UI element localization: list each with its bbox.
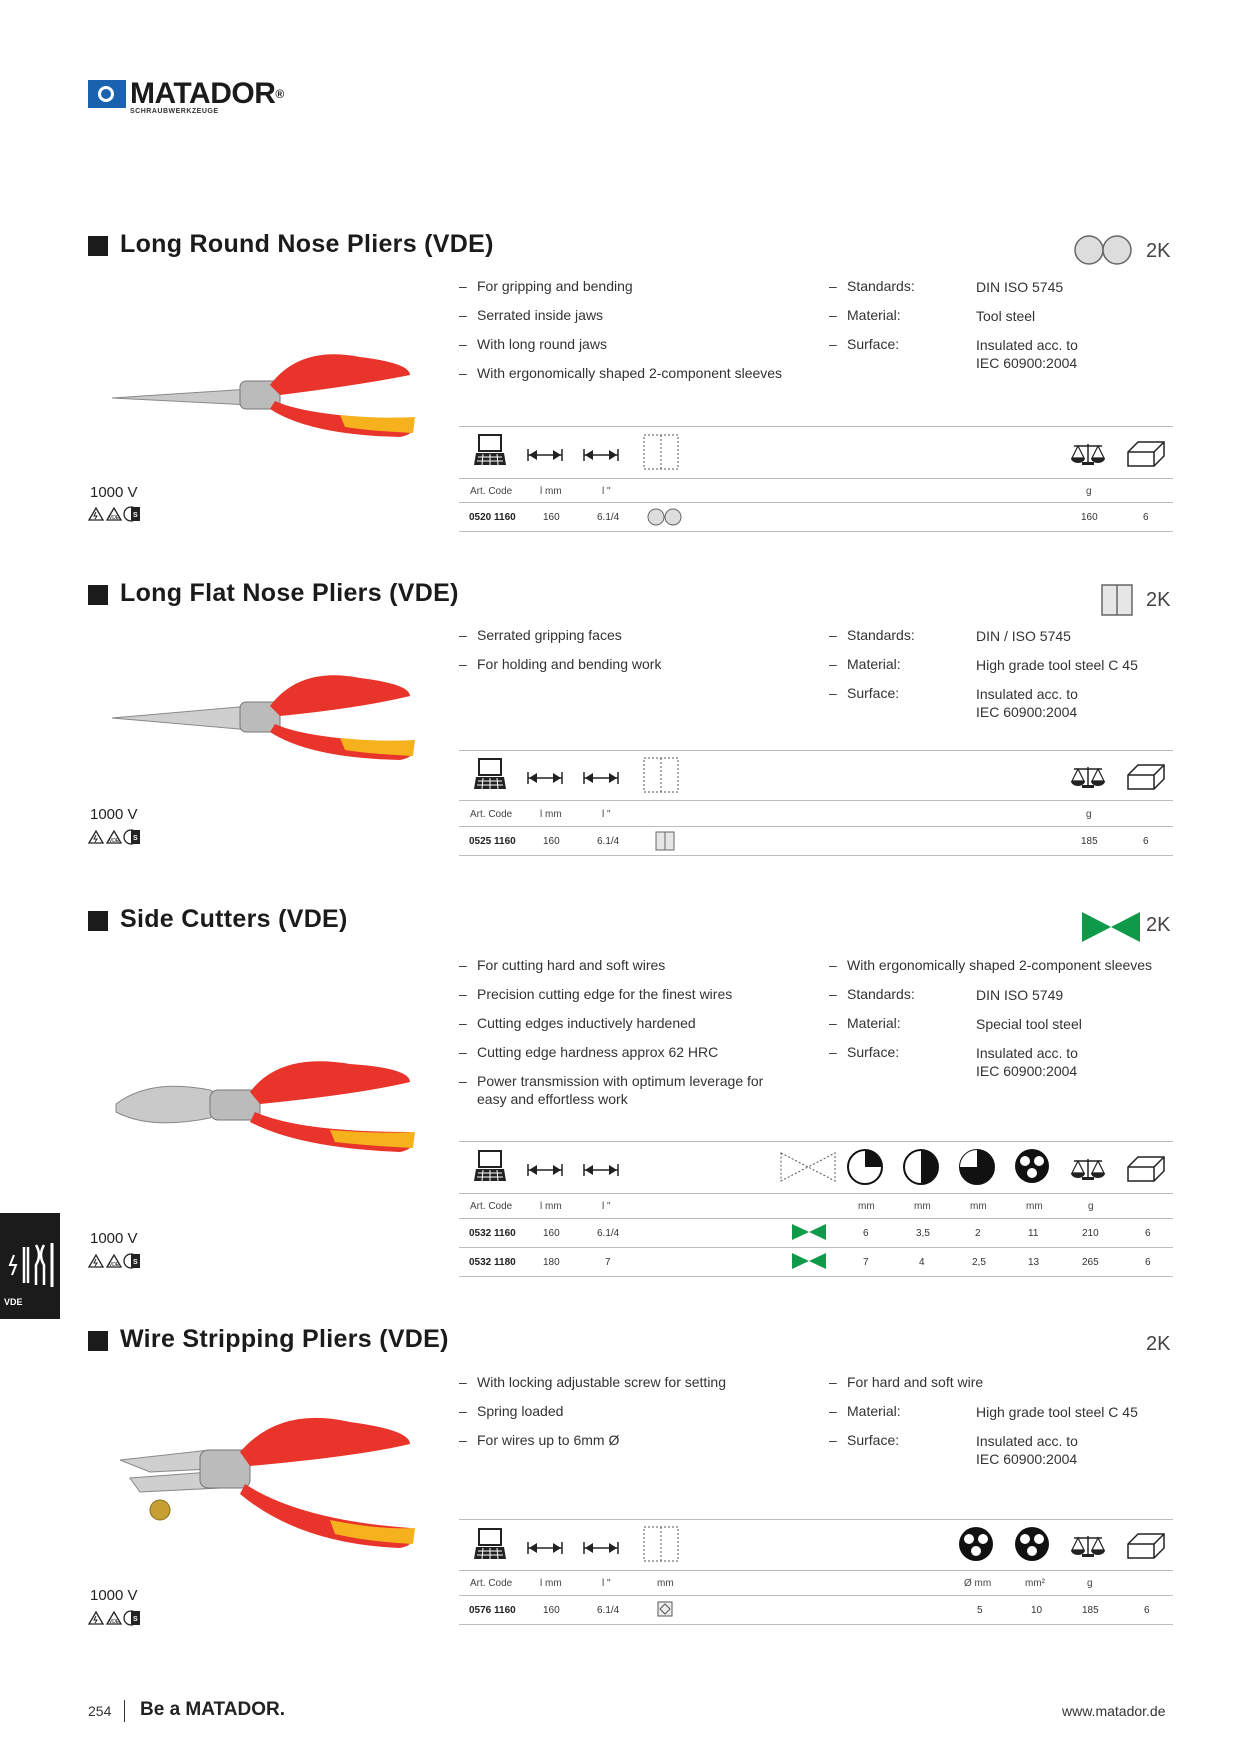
col-header-inch: l " — [602, 486, 611, 497]
cutter-jaw-icon — [791, 1223, 827, 1241]
length-mm: 160 — [543, 512, 560, 523]
hard-wire-mm: 2,5 — [972, 1257, 986, 1268]
feature-item: – Cutting edges inductively hardened — [459, 1015, 696, 1031]
length-inch: 6.1/4 — [597, 836, 620, 847]
round-jaw-icon — [647, 508, 683, 526]
laptop-icon — [474, 1528, 508, 1562]
length-inch-icon — [582, 447, 622, 463]
vde-tab-label: VDE — [4, 1297, 23, 1307]
packaging-box-icon — [1126, 761, 1168, 791]
spec-value: Insulated acc. to IEC 60900:2004 — [976, 337, 1078, 371]
spec-label: – Standards: — [829, 986, 915, 1002]
spec-value: DIN / ISO 5745 — [976, 628, 1071, 644]
feature-item: – With locking adjustable screw for setting — [459, 1374, 726, 1390]
packaging-box-icon — [1126, 1530, 1168, 1560]
col-header-weight: g — [1087, 1578, 1093, 1589]
article-code: 0520 1160 — [469, 512, 516, 523]
cable-mm: 13 — [1028, 1257, 1040, 1268]
spec-label: – Material: — [829, 656, 901, 672]
packaging-box-icon — [1126, 1153, 1168, 1183]
divider — [459, 855, 1173, 856]
spec-label: – Surface: — [829, 336, 900, 352]
col-header-length: l mm — [540, 1201, 562, 1212]
col-header-inch: l " — [602, 1578, 611, 1589]
feature-item-continued: easy and effortless work — [477, 1091, 628, 1107]
pliers-image — [110, 668, 420, 768]
brand-reg: ® — [275, 87, 284, 101]
laptop-icon — [474, 434, 508, 468]
spec-value: DIN ISO 5745 — [976, 279, 1064, 295]
weight-g: 210 — [1082, 1228, 1099, 1239]
safety-marks-icon — [87, 506, 145, 522]
col-header-inch: l " — [602, 1201, 611, 1212]
feature-item: – For holding and bending work — [459, 656, 662, 672]
feature-item: – Cutting edge hardness approx 62 HRC — [459, 1044, 719, 1060]
feature-item: – Serrated inside jaws — [459, 307, 604, 323]
article-code: 0532 1180 — [469, 1257, 516, 1268]
feature-item: – Precision cutting edge for the finest wires — [459, 986, 733, 1002]
round-jaw-icon — [1073, 234, 1135, 266]
length-mm: 180 — [543, 1257, 560, 1268]
length-inch: 6.1/4 — [597, 512, 620, 523]
col-header-cross-section: mm² — [1025, 1578, 1045, 1589]
spec-label: – Surface: — [829, 1044, 900, 1060]
soft-wire-mm: 6 — [863, 1228, 869, 1239]
cutter-jaw-icon — [791, 1252, 827, 1270]
laptop-icon — [474, 1150, 508, 1184]
max-cross-section: 10 — [1031, 1605, 1043, 1616]
article-code: 0525 1160 — [469, 836, 516, 847]
section-marker — [88, 1331, 108, 1351]
col-header-diameter: Ø mm — [964, 1578, 992, 1589]
col-header-inch: l " — [602, 809, 611, 820]
spec-value: Special tool steel — [976, 1016, 1082, 1032]
pack-qty: 6 — [1143, 836, 1149, 847]
spec-value: Insulated acc. to IEC 60900:2004 — [976, 686, 1078, 720]
col-header-mm: mm — [858, 1201, 875, 1212]
divider — [459, 1519, 1173, 1520]
flat-jaw-icon — [1101, 584, 1133, 616]
table-row — [459, 1247, 1173, 1275]
cutter-jaw-icon — [1081, 911, 1141, 943]
col-header-weight: g — [1086, 486, 1092, 497]
spec-label: – Standards: — [829, 278, 915, 294]
feature-item: – Serrated gripping faces — [459, 627, 622, 643]
medium-wire-mm: 3,5 — [916, 1228, 930, 1239]
brand-name: MATADOR — [130, 77, 276, 110]
divider — [459, 1141, 1173, 1142]
weight-scale-icon — [1070, 763, 1108, 791]
brand-logo — [88, 77, 284, 115]
divider — [459, 800, 1173, 801]
divider — [459, 426, 1173, 427]
feature-item: – Power transmission with optimum leverage for — [459, 1073, 764, 1089]
weight-scale-icon — [1070, 1532, 1108, 1560]
table-row — [459, 502, 1173, 530]
length-inch: 6.1/4 — [597, 1228, 620, 1239]
section-title: Wire Stripping Pliers (VDE) — [120, 1325, 449, 1353]
divider — [459, 1276, 1173, 1277]
vde-category-tab[interactable] — [0, 1213, 60, 1319]
feature-item: – With ergonomically shaped 2-component sleeves — [459, 365, 783, 381]
website-link[interactable]: www.matador.de — [1062, 1703, 1166, 1719]
weight-scale-icon — [1070, 1155, 1108, 1183]
pack-qty: 6 — [1145, 1257, 1151, 1268]
cable-cross-section-icon — [1014, 1526, 1052, 1564]
length-inch: 6.1/4 — [597, 1605, 620, 1616]
section-marker — [88, 236, 108, 256]
section-marker — [88, 911, 108, 931]
spec-value: High grade tool steel C 45 — [976, 1404, 1138, 1420]
cable-diameter-icon — [958, 1526, 996, 1564]
spec-label: – Material: — [829, 307, 901, 323]
feature-item: – Spring loaded — [459, 1403, 564, 1419]
col-header-weight: g — [1088, 1201, 1094, 1212]
footer-slogan: Be a MATADOR. — [140, 1699, 285, 1720]
weight-g: 265 — [1082, 1257, 1099, 1268]
feature-item: – For gripping and bending — [459, 278, 633, 294]
weight-scale-icon — [1070, 440, 1108, 468]
weight-g: 185 — [1081, 836, 1098, 847]
section-marker — [88, 585, 108, 605]
pack-qty: 6 — [1144, 1605, 1150, 1616]
article-code: 0576 1160 — [469, 1605, 516, 1616]
soft-wire-mm: 7 — [863, 1257, 869, 1268]
length-inch-icon — [582, 1162, 622, 1178]
page-number: 254 — [88, 1703, 112, 1719]
jaw-type-icon — [643, 757, 681, 795]
section-title: Long Flat Nose Pliers (VDE) — [120, 579, 459, 607]
divider — [459, 1624, 1173, 1625]
tools-icon — [6, 1237, 56, 1295]
col-header-weight: g — [1086, 809, 1092, 820]
spec-value: DIN ISO 5749 — [976, 987, 1064, 1003]
stripper-jaw-icon — [657, 1601, 673, 1617]
table-row — [459, 826, 1173, 854]
footer-divider — [124, 1700, 125, 1722]
flat-jaw-icon — [655, 831, 675, 851]
col-header-mm: mm — [657, 1578, 674, 1589]
table-row — [459, 1595, 1173, 1623]
col-header-code: Art. Code — [470, 1201, 513, 1212]
spec-value: Insulated acc. to IEC 60900:2004 — [976, 1045, 1078, 1079]
length-mm-icon — [526, 1162, 566, 1178]
brand-sub: SCHRAUBWERKZEUGE — [130, 108, 219, 115]
spec-value: Tool steel — [976, 308, 1036, 324]
spec-label: – Material: — [829, 1403, 901, 1419]
two-component-badge: 2K — [1146, 589, 1171, 611]
safety-marks-icon — [87, 1610, 145, 1626]
col-header-code: Art. Code — [470, 809, 513, 820]
length-inch: 7 — [605, 1257, 611, 1268]
col-header-code: Art. Code — [470, 486, 513, 497]
section-title: Side Cutters (VDE) — [120, 905, 348, 933]
length-mm: 160 — [543, 1605, 560, 1616]
wire-stripper-image — [110, 1410, 420, 1560]
spec-value: Insulated acc. to IEC 60900:2004 — [976, 1433, 1078, 1467]
col-header-length: l mm — [540, 486, 562, 497]
table-row — [459, 1218, 1173, 1246]
hard-wire-mm: 2 — [975, 1228, 981, 1239]
pack-qty: 6 — [1145, 1228, 1151, 1239]
length-inch-icon — [582, 1540, 622, 1556]
spec-label: – Surface: — [829, 1432, 900, 1448]
laptop-icon — [474, 758, 508, 792]
voltage-label: 1000 V — [90, 1230, 138, 1247]
two-component-badge: 2K — [1146, 240, 1171, 262]
feature-item: – With long round jaws — [459, 336, 607, 352]
cable-mm: 11 — [1028, 1228, 1039, 1239]
jaw-type-icon — [643, 1526, 681, 1564]
col-header-mm: mm — [914, 1201, 931, 1212]
spec-label: – Surface: — [829, 685, 900, 701]
two-component-badge: 2K — [1146, 1333, 1171, 1355]
length-inch-icon — [582, 770, 622, 786]
divider — [459, 531, 1173, 532]
spec-label: – Material: — [829, 1015, 901, 1031]
jaw-type-icon — [643, 434, 681, 472]
feature-item: – For cutting hard and soft wires — [459, 957, 666, 973]
length-mm-icon — [526, 447, 566, 463]
col-header-length: l mm — [540, 1578, 562, 1589]
length-mm-icon — [526, 1540, 566, 1556]
length-mm-icon — [526, 770, 566, 786]
two-component-badge: 2K — [1146, 914, 1171, 936]
side-cutter-image — [110, 1052, 420, 1162]
logo-mark-icon — [88, 80, 126, 108]
divider — [459, 478, 1173, 479]
max-diameter: 5 — [977, 1605, 983, 1616]
cutter-jaw-outline-icon — [780, 1152, 836, 1182]
pack-qty: 6 — [1143, 512, 1149, 523]
feature-item: – For hard and soft wire — [829, 1374, 984, 1390]
col-header-mm: mm — [970, 1201, 987, 1212]
spec-label: – Standards: — [829, 627, 915, 643]
length-mm: 160 — [543, 1228, 560, 1239]
voltage-label: 1000 V — [90, 1587, 138, 1604]
divider — [459, 750, 1173, 751]
feature-item: – For wires up to 6mm Ø — [459, 1432, 620, 1448]
hard-wire-icon — [958, 1148, 996, 1186]
length-mm: 160 — [543, 836, 560, 847]
section-title: Long Round Nose Pliers (VDE) — [120, 230, 494, 258]
safety-marks-icon — [87, 1253, 145, 1269]
soft-wire-icon — [846, 1148, 884, 1186]
divider — [459, 1570, 1173, 1571]
weight-g: 185 — [1082, 1605, 1099, 1616]
medium-wire-icon — [902, 1148, 940, 1186]
multi-core-cable-icon — [1014, 1148, 1052, 1186]
weight-g: 160 — [1081, 512, 1098, 523]
col-header-mm: mm — [1026, 1201, 1043, 1212]
col-header-length: l mm — [540, 809, 562, 820]
article-code: 0532 1160 — [469, 1228, 516, 1239]
spec-value: High grade tool steel C 45 — [976, 657, 1138, 673]
safety-marks-icon — [87, 829, 145, 845]
col-header-code: Art. Code — [470, 1578, 513, 1589]
pliers-image — [110, 345, 420, 445]
packaging-box-icon — [1126, 438, 1168, 468]
medium-wire-mm: 4 — [919, 1257, 925, 1268]
voltage-label: 1000 V — [90, 806, 138, 823]
divider — [459, 1193, 1173, 1194]
voltage-label: 1000 V — [90, 484, 138, 501]
feature-item: – With ergonomically shaped 2-component sleeves — [829, 957, 1153, 973]
